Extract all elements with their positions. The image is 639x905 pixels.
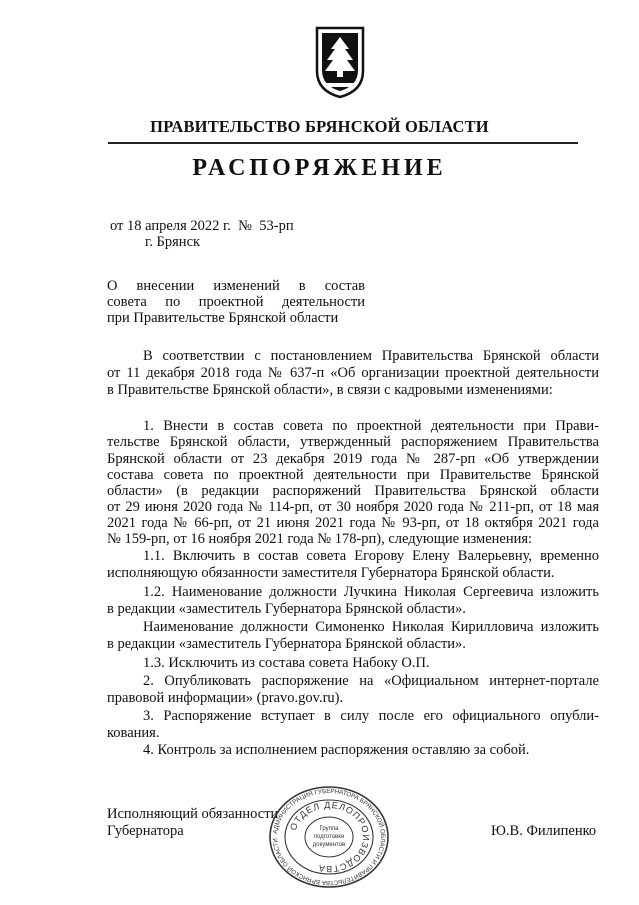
stamp-center-text: Группа (319, 826, 339, 832)
body-line: в Правительстве Брянской области», в связи с кадровыми изменениями: (107, 382, 553, 398)
body-line: Брянской области от 23 декабря 2019 года № 287-рп «Об утверждении (107, 451, 599, 467)
body-line: 1.2. Наименование должности Лучкина Николая Сергеевича изложить (143, 584, 599, 600)
subject-line: О внесении изменений в состав (107, 278, 365, 294)
body-line: исполняющую обязанности заместителя Губернатора Брянской области. (107, 565, 555, 581)
body-line: № 159-рп, от 16 ноября 2021 года № 178-рп), следующие изменения: (107, 531, 533, 547)
official-stamp (268, 785, 390, 889)
body-line: тельстве Брянской области, утвержденный распоряжением Правительства (107, 434, 599, 450)
body-line: 2021 года № 66-рп, от 21 июня 2021 года № 93-рп, от 18 октября 2021 года (107, 515, 599, 531)
stamp-ring-text: ОТДЕЛ ДЕЛОПРОИЗВОДСТВА (288, 799, 372, 875)
document-type-title: РАСПОРЯЖЕНИЕ (192, 155, 447, 181)
body-line: 2. Опубликовать распоряжение на «Официальном интернет-портале (143, 673, 599, 689)
stamp-center-text: документов (312, 842, 346, 848)
header-divider (108, 142, 578, 144)
signatory-name: Ю.В. Филипенко (491, 823, 597, 839)
subject-line: при Правительстве Брянской области (107, 310, 339, 326)
body-line: состава совета по проектной деятельности при Правительстве Брянской (107, 467, 599, 483)
signatory-position: Исполняющий обязанности (107, 806, 279, 822)
body-line: 4. Контроль за исполнением распоряжения оставляю за собой. (143, 742, 530, 758)
body-line: 3. Распоряжение вступает в силу после его официального опубли- (143, 708, 599, 724)
body-line: 1.1. Включить в состав совета Егорову Елену Валерьевну, временно (143, 548, 599, 564)
body-line: правовой информации» (pravo.gov.ru). (107, 690, 344, 706)
body-line: кования. (107, 725, 160, 741)
document-date-number: от 18 апреля 2022 г. № 53-рп (110, 218, 294, 234)
body-line: В соответствии с постановлением Правительства Брянской области (143, 348, 599, 364)
body-line: 1.3. Исключить из состава совета Набоку О.П. (143, 655, 430, 671)
organization-title: ПРАВИТЕЛЬСТВО БРЯНСКОЙ ОБЛАСТИ (150, 117, 489, 136)
body-line: в редакции «заместитель Губернатора Брянской области». (107, 601, 466, 617)
body-line: Наименование должности Симоненко Николая Кирилловича изложить (143, 619, 599, 635)
body-line: от 11 декабря 2018 года № 637-п «Об организации проектной деятельности (107, 365, 599, 381)
stamp-center-text: подготовки (313, 834, 345, 840)
bryansk-coat-of-arms-icon (314, 25, 366, 99)
body-line: в редакции «заместитель Губернатора Брянской области». (107, 636, 466, 652)
body-line: области» (в редакции распоряжений Правительства Брянской области (107, 483, 599, 499)
stamp-outer-text: АДМИНИСТРАЦИЯ ГУБЕРНАТОРА БРЯНСКОЙ ОБЛАСТИ И ПРАВИТЕЛЬСТВА БРЯНСКОЙ ОБЛАСТИ (271, 787, 387, 887)
subject-line: совета по проектной деятельности (107, 294, 365, 310)
document-city: г. Брянск (145, 234, 201, 250)
body-line: 1. Внести в состав совета по проектной деятельности при Прави- (143, 418, 599, 434)
signatory-position: Губернатора (107, 823, 184, 839)
body-line: от 29 июня 2020 года № 114-рп, от 30 ноября 2020 года № 211-рп, от 18 мая (107, 499, 599, 515)
